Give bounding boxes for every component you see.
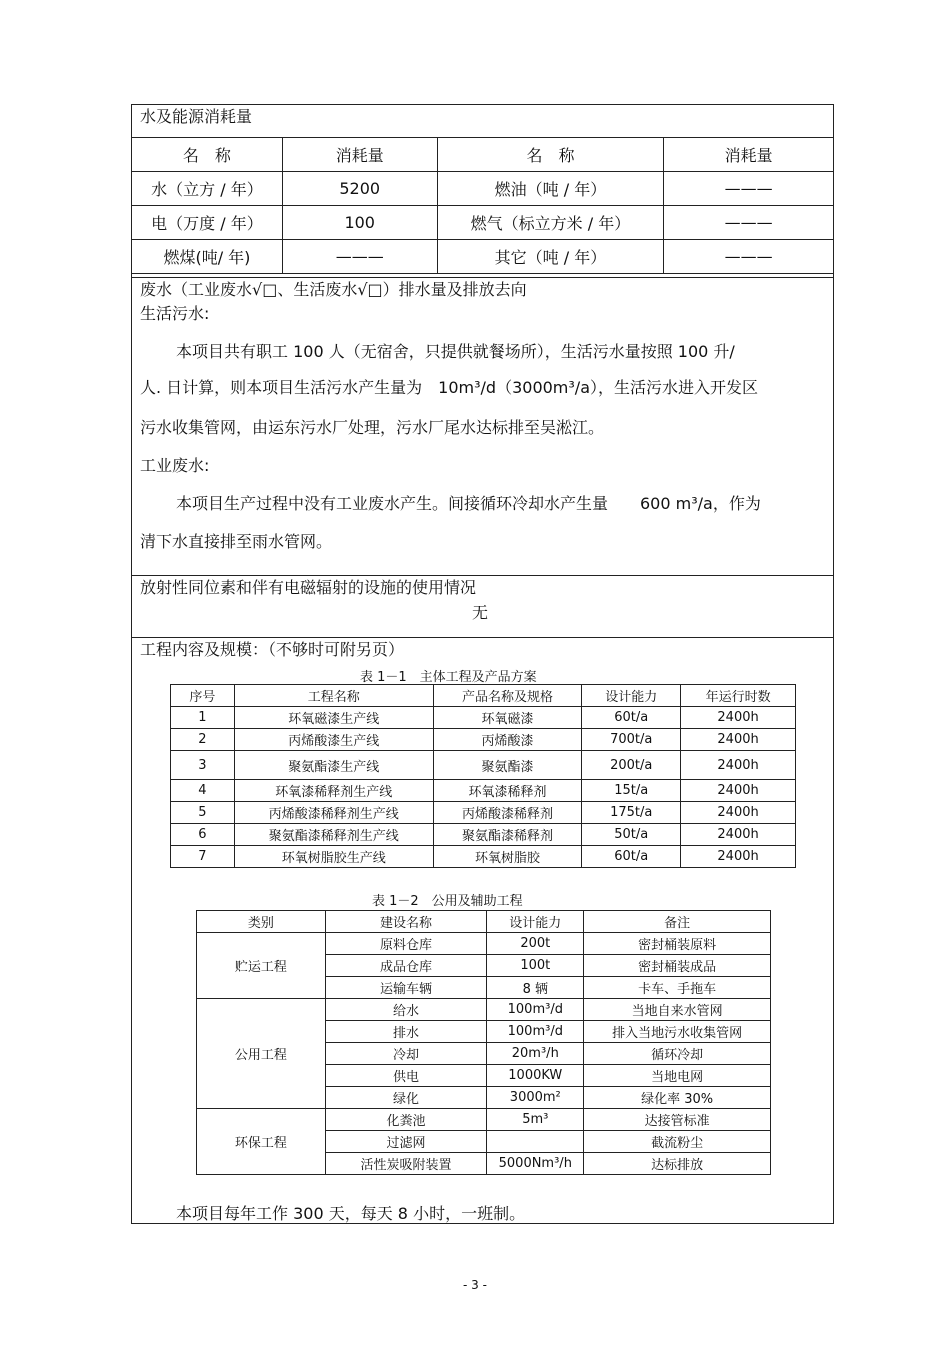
work-schedule-note: 本项目每年工作 300 天，每天 8 小时，一班制。 (176, 1204, 526, 1223)
table1-cell: 聚氨酯漆稀释剂生产线 (234, 824, 433, 846)
energy-title: 水及能源消耗量 (140, 107, 253, 126)
table2-cell: 活性炭吸附装置 (325, 1153, 487, 1175)
energy-cell: ——— (664, 206, 834, 240)
table2-cell: 1000KW (487, 1065, 584, 1087)
table2-header: 设计能力 (487, 911, 584, 933)
table1-cell: 7 (171, 846, 235, 868)
table2-cell: 排入当地污水收集管网 (584, 1021, 771, 1043)
table-row (171, 824, 796, 846)
table2-cell: 100m³/d (487, 1021, 584, 1043)
table2-cell: 5m³ (487, 1109, 584, 1131)
project-section (132, 637, 833, 1223)
table1-cell: 聚氨酯漆稀释剂 (433, 824, 582, 846)
page-number: - 3 - (463, 1278, 487, 1292)
energy-table (131, 137, 834, 274)
main-project-table (170, 684, 796, 868)
table1-header: 设计能力 (582, 685, 681, 707)
energy-row (132, 240, 834, 274)
table2-cell (487, 1131, 584, 1153)
energy-header: 名 称 (132, 138, 283, 172)
table2-cell: 200t (487, 933, 584, 955)
table2-cell: 卡车、手拖车 (584, 977, 771, 999)
energy-row (132, 206, 834, 240)
energy-cell: 燃油（吨 / 年） (437, 172, 664, 206)
table1-cell: 6 (171, 824, 235, 846)
table1-cell: 2 (171, 729, 235, 751)
table-row (171, 729, 796, 751)
table1-cell: 5 (171, 802, 235, 824)
table1-cell: 环氧磁漆 (433, 707, 582, 729)
energy-header: 消耗量 (664, 138, 834, 172)
table1-header: 产品名称及规格 (433, 685, 582, 707)
table-row (197, 1109, 771, 1131)
domestic-line: 人. 日计算，则本项目生活污水产生量为 10m³/d（3000m³/a），生活污水进入开发区 (140, 378, 758, 397)
wastewater-title: 废水（工业废水√□、生活废水√□）排水量及排放去向 (140, 280, 527, 299)
table2-category: 贮运工程 (197, 933, 326, 999)
table-row (171, 846, 796, 868)
table1-cell: 175t/a (582, 802, 681, 824)
table2-header: 建设名称 (325, 911, 487, 933)
table1-cell: 环氧树脂胶生产线 (234, 846, 433, 868)
table2-cell: 达接管标准 (584, 1109, 771, 1131)
table1-cell: 环氧磁漆生产线 (234, 707, 433, 729)
table2-cell: 达标排放 (584, 1153, 771, 1175)
table2-cell: 当地自来水管网 (584, 999, 771, 1021)
table1-cell: 2400h (681, 824, 796, 846)
industrial-line: 本项目生产过程中没有工业废水产生。间接循环冷却水产生量 600 m³/a，作为 (176, 494, 761, 513)
radiation-value: 无 (472, 603, 489, 622)
project-title: 工程内容及规模：（不够时可附另页） (140, 640, 405, 659)
table2-cell: 100t (487, 955, 584, 977)
energy-cell: 燃煤(吨/ 年) (132, 240, 283, 274)
table2-cell: 过滤网 (325, 1131, 487, 1153)
energy-cell: ——— (664, 240, 834, 274)
table1-cell: 环氧树脂胶 (433, 846, 582, 868)
table1-cell: 4 (171, 780, 235, 802)
table1-cell: 2400h (681, 707, 796, 729)
table2-cell: 截流粉尘 (584, 1131, 771, 1153)
table1-cell: 1 (171, 707, 235, 729)
energy-cell: 100 (282, 206, 437, 240)
table-row (171, 802, 796, 824)
table2-cell: 供电 (325, 1065, 487, 1087)
table1-header: 序号 (171, 685, 235, 707)
energy-header: 名 称 (437, 138, 664, 172)
table2-cell: 20m³/h (487, 1043, 584, 1065)
table-row (171, 707, 796, 729)
table2-cell: 冷却 (325, 1043, 487, 1065)
table2-header: 备注 (584, 911, 771, 933)
domestic-line: 本项目共有职工 100 人（无宿舍，只提供就餐场所），生活污水量按照 100 升/ (176, 342, 735, 361)
table1-cell: 环氧漆稀释剂生产线 (234, 780, 433, 802)
energy-header: 消耗量 (282, 138, 437, 172)
table2-cell: 绿化率 30% (584, 1087, 771, 1109)
table1-cell: 丙烯酸漆 (433, 729, 582, 751)
table1-cell: 聚氨酯漆生产线 (234, 751, 433, 780)
table2-cell: 给水 (325, 999, 487, 1021)
table2-category: 环保工程 (197, 1109, 326, 1175)
table2-cell: 排水 (325, 1021, 487, 1043)
energy-header-row (132, 138, 834, 172)
table1-caption: 表 1－1 主体工程及产品方案 (360, 670, 537, 685)
table1-header: 工程名称 (234, 685, 433, 707)
energy-cell: 燃气（标立方米 / 年） (437, 206, 664, 240)
table2-header-row (197, 911, 771, 933)
table1-cell: 200t/a (582, 751, 681, 780)
table-row (171, 780, 796, 802)
table1-cell: 聚氨酯漆 (433, 751, 582, 780)
table1-cell: 2400h (681, 780, 796, 802)
table-row (197, 933, 771, 955)
table1-cell: 2400h (681, 846, 796, 868)
auxiliary-table (196, 910, 771, 1175)
table1-cell: 60t/a (582, 707, 681, 729)
energy-cell: ——— (664, 172, 834, 206)
table2-cell: 密封桶装成品 (584, 955, 771, 977)
table2-cell: 成品仓库 (325, 955, 487, 977)
wastewater-section (132, 277, 833, 575)
table1-cell: 2400h (681, 802, 796, 824)
table2-cell: 绿化 (325, 1087, 487, 1109)
radiation-section (132, 575, 833, 637)
domestic-label: 生活污水: (140, 304, 210, 323)
table1-cell: 3 (171, 751, 235, 780)
table1-header-row (171, 685, 796, 707)
energy-cell: 其它（吨 / 年） (437, 240, 664, 274)
table2-cell: 3000m² (487, 1087, 584, 1109)
table-row (197, 999, 771, 1021)
table2-cell: 100m³/d (487, 999, 584, 1021)
table2-caption: 表 1－2 公用及辅助工程 (372, 894, 523, 909)
table1-cell: 2400h (681, 729, 796, 751)
table1-cell: 丙烯酸漆稀释剂 (433, 802, 582, 824)
energy-cell: 水（立方 / 年） (132, 172, 283, 206)
table1-cell: 环氧漆稀释剂 (433, 780, 582, 802)
industrial-line: 清下水直接排至雨水管网。 (140, 532, 333, 551)
table2-cell: 循环冷却 (584, 1043, 771, 1065)
table1-cell: 60t/a (582, 846, 681, 868)
energy-cell: 电（万度 / 年） (132, 206, 283, 240)
table2-header: 类别 (197, 911, 326, 933)
table1-cell: 丙烯酸漆稀释剂生产线 (234, 802, 433, 824)
table1-cell: 丙烯酸漆生产线 (234, 729, 433, 751)
table2-cell: 8 辆 (487, 977, 584, 999)
industrial-label: 工业废水: (140, 456, 210, 475)
table1-cell: 2400h (681, 751, 796, 780)
table1-header: 年运行时数 (681, 685, 796, 707)
table2-cell: 5000Nm³/h (487, 1153, 584, 1175)
table-row (171, 751, 796, 780)
table2-cell: 化粪池 (325, 1109, 487, 1131)
table1-cell: 700t/a (582, 729, 681, 751)
table1-cell: 15t/a (582, 780, 681, 802)
radiation-title: 放射性同位素和伴有电磁辐射的设施的使用情况 (140, 578, 477, 597)
domestic-line: 污水收集管网，由运东污水厂处理，污水厂尾水达标排至吴淞江。 (140, 418, 605, 437)
energy-row (132, 172, 834, 206)
table2-cell: 密封桶装原料 (584, 933, 771, 955)
table1-cell: 50t/a (582, 824, 681, 846)
table2-cell: 当地电网 (584, 1065, 771, 1087)
energy-cell: ——— (282, 240, 437, 274)
table2-cell: 原料仓库 (325, 933, 487, 955)
table2-category: 公用工程 (197, 999, 326, 1109)
table2-cell: 运输车辆 (325, 977, 487, 999)
energy-cell: 5200 (282, 172, 437, 206)
form-frame (131, 104, 834, 1224)
